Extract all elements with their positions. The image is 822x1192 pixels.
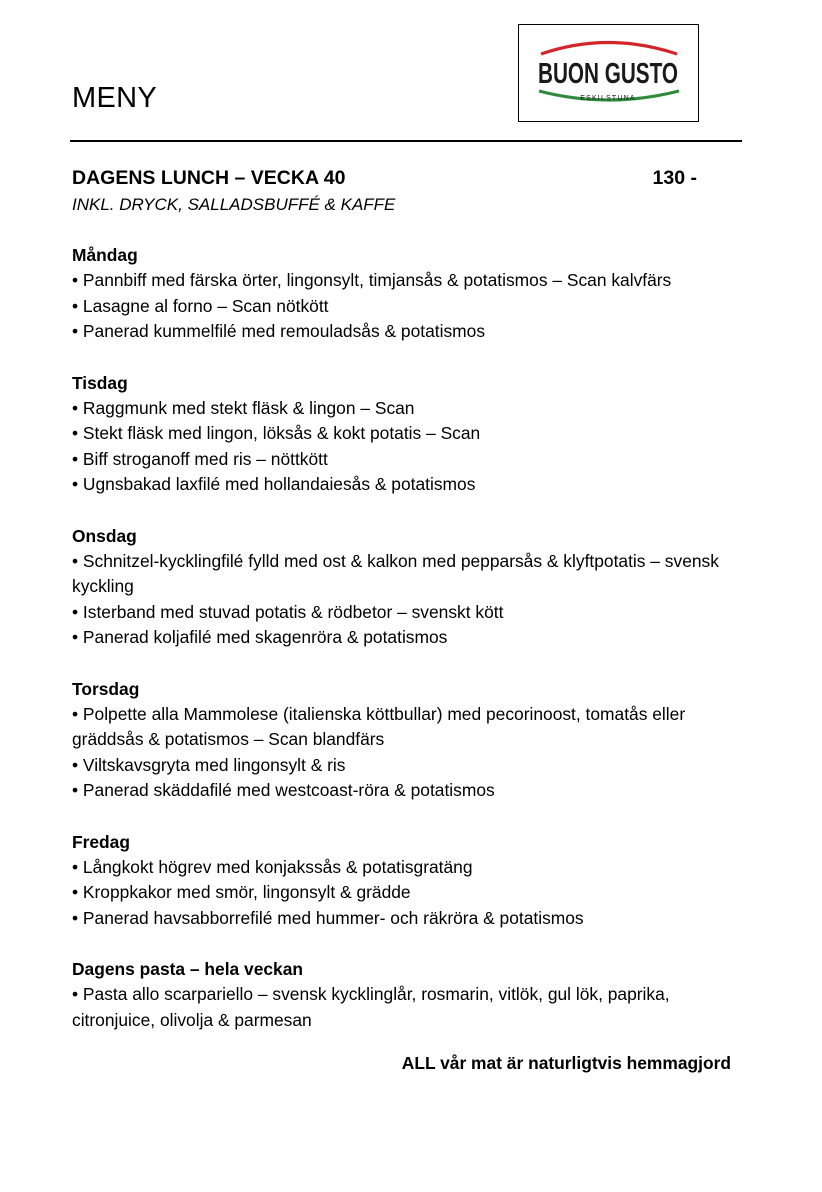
day-name: Fredag [72, 831, 130, 852]
day-name: Måndag [72, 245, 138, 265]
menu-item: • Lasagne al forno – Scan nötkött [72, 295, 329, 316]
pasta-section [72, 956, 732, 1033]
menu-item: • Panerad koljafilé med skagenröra & potatismos [72, 627, 448, 647]
lunch-price: 130 - [652, 167, 697, 189]
day-section-1 [72, 370, 732, 498]
day-name: Torsdag [72, 678, 140, 699]
logo-red-arc [541, 43, 677, 55]
day-section-2 [72, 523, 732, 651]
menu-item: • Biff stroganoff med ris – nöttkött [72, 448, 328, 469]
pasta-title: Dagens pasta – hela veckan [72, 959, 304, 979]
menu-item: • Isterband med stuvad potatis & rödbetor – svenskt kött [72, 601, 504, 622]
day-section-4 [72, 829, 732, 932]
lunch-title: DAGENS LUNCH – VECKA 40 [72, 167, 346, 189]
restaurant-logo [518, 24, 699, 122]
footer-note: ALL vår mat är naturligtvis hemmagjord [401, 1053, 731, 1073]
day-section-0 [72, 242, 732, 345]
menu-item: • Pannbiff med färska örter, lingonsylt, timjansås & potatismos – Scan kalvfärs [72, 270, 672, 290]
logo-brand-text: BUON GUSTO [538, 58, 678, 90]
lunch-subtitle: INKL. DRYCK, SALLADSBUFFÉ & KAFFE [72, 195, 396, 214]
menu-item: • Panerad kummelfilé med remouladsås & potatismos [72, 321, 486, 341]
menu-item: • Schnitzel-kycklingfilé fylld med ost & kalkon med pepparsås & klyftpotatis – svensk kyckling [72, 550, 719, 596]
menu-item: • Pasta allo scarpariello – svensk kycklinglår, rosmarin, vitlök, gul lök, paprika, citronjuice, olivolja & parmesan [72, 984, 670, 1030]
logo-graphic [519, 25, 697, 120]
weekday-menus [72, 242, 732, 931]
header-divider [70, 140, 742, 142]
day-section-3 [72, 676, 732, 804]
menu-content [72, 164, 732, 1058]
day-name: Onsdag [72, 525, 137, 546]
menu-item: • Panerad havsabborrefilé med hummer- och räkröra & potatismos [72, 907, 584, 928]
menu-item: • Kroppkakor med smör, lingonsylt & grädde [72, 882, 411, 902]
menu-item: • Viltskavsgryta med lingonsylt & ris [72, 754, 346, 775]
menu-item: • Ugnsbakad laxfilé med hollandaiesås & potatismos [72, 474, 476, 494]
menu-item: • Raggmunk med stekt fläsk & lingon – Scan [72, 397, 415, 418]
menu-item: • Stekt fläsk med lingon, löksås & kokt potatis – Scan [72, 423, 481, 443]
lunch-header [72, 164, 697, 192]
menu-item: • Långkokt högrev med konjakssås & potatisgratäng [72, 856, 473, 877]
page-title: MENY [72, 82, 157, 114]
day-name: Tisdag [72, 372, 128, 393]
menu-item: • Polpette alla Mammolese (italienska köttbullar) med pecorinoost, tomatås eller gräddsås & potatismos – Scan blandfärs [72, 703, 686, 749]
menu-item: • Panerad skäddafilé med westcoast-röra & potatismos [72, 780, 495, 800]
logo-city-text: ESKILSTUNA [580, 95, 636, 102]
